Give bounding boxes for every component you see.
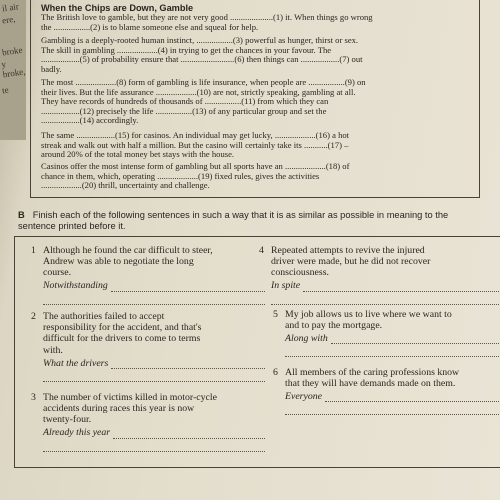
question-number: 6 [273, 367, 278, 378]
question-line: driver were made, but he did not recover [271, 256, 431, 268]
question-line: that they will have demands made on them. [285, 378, 456, 390]
passage-paragraph-2 [41, 36, 469, 74]
question-line: The authorities failed to accept [43, 311, 165, 322]
passage-paragraph-4 [41, 131, 469, 160]
section-letter: B [18, 210, 25, 220]
question-line: Although he found the car difficult to steer, [43, 245, 213, 256]
prev-fragment: y broke, [0, 59, 26, 80]
question-line: twenty-four. [43, 414, 92, 426]
answer-blank[interactable] [325, 391, 499, 402]
question-5 [273, 309, 499, 357]
passage-title: When the Chips are Down, Gamble [41, 3, 194, 13]
question-3 [31, 392, 265, 452]
passage-line: chance in them, which, operating ...................(19) fixed rules, gives the activities [41, 170, 320, 181]
prev-fragment: broke [1, 44, 24, 58]
previous-page-edge [0, 0, 26, 140]
answer-blank[interactable] [111, 281, 265, 292]
passage-line: Gambling is a deeply-rooted human instinct, .................(3) powerful as hunger, thirst or sex. [41, 35, 359, 45]
prev-fragment: te [1, 84, 10, 96]
question-line: Repeated attempts to revive the injured [271, 245, 425, 256]
passage-line: badly. [41, 63, 62, 74]
passage-line: ...................(20) thrill, uncertainty and challenge. [41, 180, 210, 191]
passage-paragraph-5 [41, 162, 469, 191]
question-line: with. [43, 344, 63, 356]
section-b-instruction [18, 210, 458, 232]
question-number: 4 [259, 245, 264, 256]
prev-fragment: ere, [1, 13, 16, 26]
question-line: My job allows us to live where we want to [285, 309, 452, 320]
answer-lead: Along with [285, 333, 328, 345]
passage-line: The most ...................(8) form of gambling is life insurance, when people are .................(9) on [41, 77, 366, 87]
passage-box [30, 0, 480, 198]
answer-row [43, 426, 265, 439]
answer-lead: In spite [271, 280, 301, 292]
question-6 [273, 367, 499, 415]
question-line: Andrew was able to negotiate the long [43, 256, 194, 268]
passage-line: They have records of hundreds of thousands of .................(11) from which they can [41, 96, 329, 107]
answer-blank[interactable] [271, 294, 499, 305]
question-line: consciousness. [271, 267, 329, 279]
answer-blank[interactable] [43, 441, 265, 452]
answer-lead: Everyone [285, 391, 322, 403]
answer-blank[interactable] [303, 281, 499, 292]
question-line: All members of the caring professions know [285, 367, 460, 378]
question-number: 2 [31, 311, 36, 322]
answer-lead: What the drivers [43, 357, 109, 369]
passage-paragraph-3 [41, 78, 469, 126]
question-line: difficult for the drivers to come to terms [43, 333, 201, 345]
answer-blank[interactable] [331, 333, 499, 344]
answer-lead: Already this year [43, 427, 111, 439]
passage-line: Casinos offer the most intense form of gambling but all sports have an ...................(18) of [41, 161, 350, 171]
passage-line: The British love to gamble, but they are not very good ....................(1) it. When things go wrong [41, 12, 373, 22]
passage-line: the .................(2) is to blame someone else and squeal for help. [41, 21, 259, 32]
question-4 [259, 245, 499, 305]
passage-line: ..................(5) of probability ensure that .........................(6) then things can ..................(7) out [41, 54, 363, 65]
answer-blank[interactable] [285, 404, 499, 415]
answer-row [43, 279, 265, 292]
question-line: and to pay the mortgage. [285, 320, 383, 332]
answer-blank[interactable] [113, 428, 265, 439]
passage-paragraph-1 [41, 13, 469, 32]
question-number: 5 [273, 309, 278, 320]
answer-row [271, 279, 499, 292]
passage-line: their lives. But the life assurance ...................(10) are not, strictly speaking, gambling at all. [41, 86, 356, 97]
passage-line: The skill in gambling ...................(4) in trying to get the chances in your favour. The [41, 44, 332, 55]
questions-box [14, 236, 500, 468]
answer-row [285, 389, 499, 402]
passage-line: ..................(12) precisely the life .................(13) of any particular group and set the [41, 105, 327, 116]
question-line: responsibility for the accident, and that's [43, 322, 202, 334]
answer-blank[interactable] [43, 371, 265, 382]
answer-blank[interactable] [285, 346, 499, 357]
question-1 [31, 245, 265, 305]
question-number: 3 [31, 392, 36, 403]
passage-line: streak and walk out with half a million. But the casino will certainly take its ...........(17) – [41, 139, 349, 150]
answer-blank[interactable] [43, 294, 265, 305]
question-line: The number of victims killed in motor-cycle [43, 392, 217, 403]
answer-lead: Notwithstanding [43, 280, 108, 292]
passage-line: around 20% of the total money bet stays with the house. [41, 149, 235, 160]
question-line: accidents during races this year is now [43, 403, 195, 415]
instruction-text: Finish each of the following sentences in such a way that it is as similar as possible in meaning to the sentence printed before it. [18, 210, 449, 231]
question-number: 1 [31, 245, 36, 256]
passage-line: ..................(14) accordingly. [41, 115, 139, 126]
question-2 [31, 311, 265, 382]
answer-row [43, 356, 265, 369]
answer-blank[interactable] [111, 358, 265, 369]
passage-line: The same ..................(15) for casinos. An individual may get lucky, ...................(16) a hot [41, 130, 350, 140]
answer-row [285, 331, 499, 344]
prev-fragment: il air [1, 1, 20, 14]
question-line: course. [43, 267, 72, 279]
